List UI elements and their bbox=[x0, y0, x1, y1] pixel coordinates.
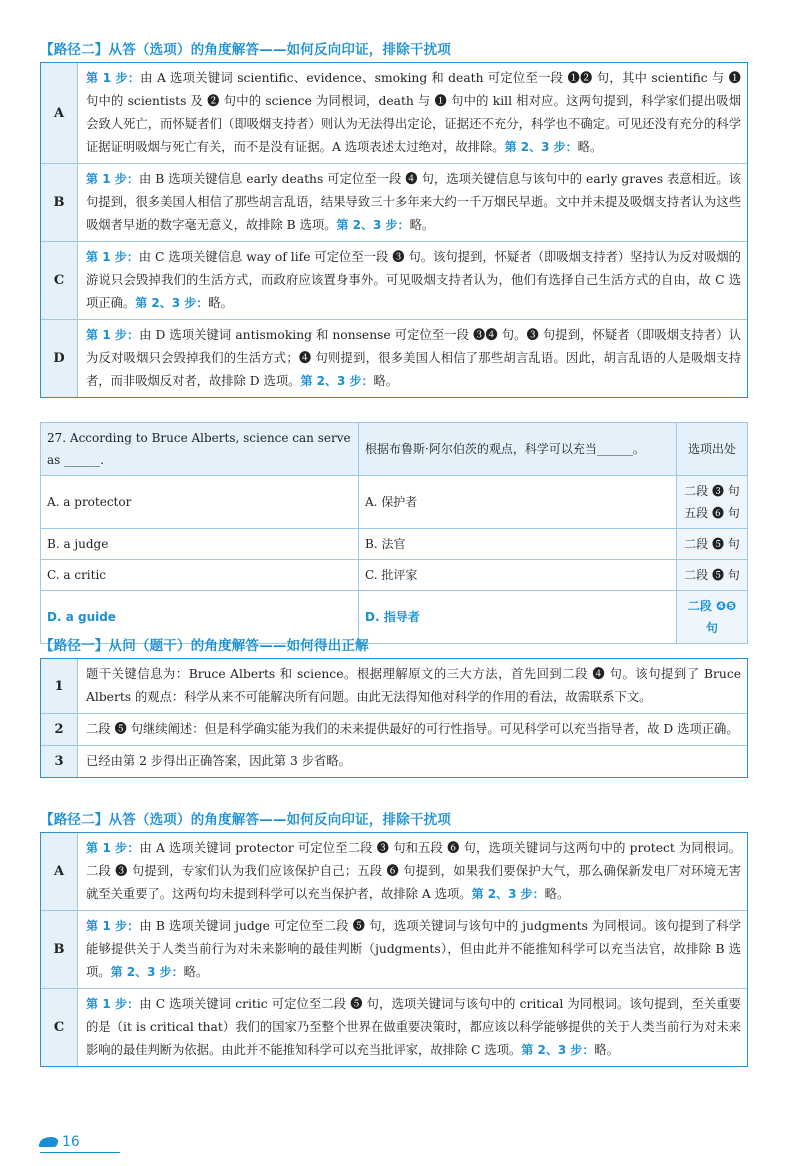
analysis-text: 二段 ❺ 句继续阐述：但是科学确实能为我们的未来提供最好的可行性指导。可见科学可以充当指导者，故 D 选项正确。 bbox=[86, 722, 739, 736]
option-row bbox=[41, 476, 748, 529]
option-row bbox=[41, 529, 748, 560]
row-text bbox=[78, 659, 747, 713]
analysis-row bbox=[41, 63, 747, 164]
step-label: 第 1 步： bbox=[86, 172, 139, 186]
analysis-row bbox=[41, 746, 747, 777]
analysis-row bbox=[41, 833, 747, 911]
section-title-path2: 【路径二】从答（选项）的角度解答——如何反向印证，排除干扰项 bbox=[40, 812, 451, 828]
analysis-text: 由 A 选项关键词 protector 可定位至二段 ❸ 句和五段 ❻ 句，选项关键词与这两句中的 protect 为同根词。二段 ❸ 句提到，专家们认为我们应该保护自己；五段 ❻ 句提到，如果我们要保护大气，那么确保新发电厂对环境无害就至关重要了。这两句均未提到科学可以充当保护者，故排除 A 选项。 bbox=[86, 841, 741, 901]
option-source: 二段 ❺ 句 bbox=[677, 529, 748, 560]
path1-analysis-box bbox=[40, 658, 748, 778]
analysis-text: 由 B 选项关键信息 early deaths 可定位至一段 ❹ 句，选项关键信息与该句中的 early graves 表意相近。该句提到，很多美国人相信了那些胡言乱语，结果导致三十多年来大约一千万烟民早逝。文中并未提及吸烟支持者认为这些吸烟者早逝的数字毫无意义，故排除 B 选项。 bbox=[86, 172, 741, 232]
option-source: 二段 ❺ 句 bbox=[677, 560, 748, 591]
row-text bbox=[78, 833, 747, 910]
option-source: 二段 ❹❺ 句 bbox=[677, 591, 748, 644]
option-source: 二段 ❸ 句 五段 ❻ 句 bbox=[677, 476, 748, 529]
analysis-row bbox=[41, 989, 747, 1066]
step-label: 第 1 步： bbox=[86, 328, 140, 342]
row-label: A bbox=[41, 63, 78, 163]
analysis-row bbox=[41, 164, 747, 242]
option-en: C. a critic bbox=[41, 560, 359, 591]
step-label: 第 2、3 步： bbox=[110, 965, 184, 979]
row-label: 3 bbox=[41, 746, 78, 777]
source-header: 选项出处 bbox=[677, 423, 748, 476]
row-text bbox=[78, 63, 747, 163]
option-cn: B. 法官 bbox=[359, 529, 677, 560]
row-text bbox=[78, 989, 747, 1066]
row-label: 2 bbox=[41, 714, 78, 745]
row-text bbox=[78, 242, 747, 319]
step-label: 第 2、3 步： bbox=[300, 374, 374, 388]
row-label: C bbox=[41, 989, 78, 1066]
option-en: A. a protector bbox=[41, 476, 359, 529]
row-text bbox=[78, 746, 747, 777]
analysis-text: 题干关键信息为：Bruce Alberts 和 science。根据理解原文的三大方法，首先回到二段 ❹ 句。该句提到了 Bruce Alberts 的观点：科学从来不可能解决所有问题。由此无法得知他对科学的作用的看法，故需联系下文。 bbox=[86, 667, 741, 704]
row-label: C bbox=[41, 242, 78, 319]
step-label: 第 1 步： bbox=[86, 250, 139, 264]
step-label: 第 2、3 步： bbox=[135, 296, 209, 310]
row-text bbox=[78, 320, 747, 397]
step-label: 第 1 步： bbox=[86, 997, 140, 1011]
analysis-text: 由 C 选项关键词 critic 可定位至二段 ❺ 句，选项关键词与该句中的 critical 为同根词。该句提到，至关重要的是（it is critical that）我们的国家乃至整个世界在做重要决策时，都应该以科学能够提供的关于人类当前行为对未来影响的最佳判断为依据。由此并不能推知科学可以充当批评家，故排除 C 选项。 bbox=[86, 997, 741, 1057]
analysis-text: 由 B 选项关键词 judge 可定位至二段 ❺ 句，选项关键词与该句中的 judgments 为同根词。该句提到了科学能够提供关于人类当前行为对未来影响的最佳判断（judgments），但由此并不能推知科学可以充当法官，故排除 B 选项。 bbox=[86, 919, 741, 979]
analysis-text: 略。 bbox=[409, 218, 435, 232]
analysis-text: 由 D 选项关键词 antismoking 和 nonsense 可定位至一段 ❸❹ 句。❸ 句提到，怀疑者（即吸烟支持者）认为反对吸烟只会毁掉我们的生活方式；❹ 句则提到，很多美国人相信了那些胡言乱语。因此，胡言乱语的人是吸烟支持者，而非吸烟反对者，故排除 D 选项。 bbox=[86, 328, 741, 388]
option-en: B. a judge bbox=[41, 529, 359, 560]
option-row bbox=[41, 560, 748, 591]
question-table bbox=[40, 422, 748, 644]
question-en: 27. According to Bruce Alberts, science can serve as ______. bbox=[41, 423, 359, 476]
section-title-path1: 【路径一】从问（题干）的角度解答——如何得出正解 bbox=[40, 638, 369, 654]
option-en: D. a guide bbox=[41, 591, 359, 644]
page-number-text: 16 bbox=[62, 1134, 80, 1150]
page-number bbox=[40, 1134, 80, 1150]
step-label: 第 1 步： bbox=[86, 71, 141, 85]
step-label: 第 2、3 步： bbox=[471, 887, 545, 901]
analysis-text: 略。 bbox=[577, 140, 603, 154]
step-label: 第 1 步： bbox=[86, 919, 140, 933]
row-label: B bbox=[41, 911, 78, 988]
row-text bbox=[78, 164, 747, 241]
step-label: 第 2、3 步： bbox=[336, 218, 410, 232]
path2-analysis-box bbox=[40, 832, 748, 1067]
question-header-row bbox=[41, 423, 748, 476]
option-analysis-box-27-prev bbox=[40, 62, 748, 398]
book-icon bbox=[38, 1137, 60, 1147]
row-text bbox=[78, 911, 747, 988]
option-cn: C. 批评家 bbox=[359, 560, 677, 591]
option-cn: D. 指导者 bbox=[359, 591, 677, 644]
step-label: 第 1 步： bbox=[86, 841, 140, 855]
analysis-row bbox=[41, 714, 747, 746]
question-cn: 根据布鲁斯·阿尔伯茨的观点，科学可以充当______。 bbox=[359, 423, 677, 476]
section-title-path2-top: 【路径二】从答（选项）的角度解答——如何反向印证，排除干扰项 bbox=[40, 42, 451, 58]
row-label: A bbox=[41, 833, 78, 910]
page-number-underline bbox=[40, 1152, 120, 1153]
row-label: D bbox=[41, 320, 78, 397]
analysis-text: 由 C 选项关键信息 way of life 可定位至一段 ❸ 句。该句提到，怀疑者（即吸烟支持者）坚持认为反对吸烟的游说只会毁掉我们的生活方式，而政府应该置身事外。可见吸烟支持者认为，他们有选择自己生活方式的自由，故 C 选项正确。 bbox=[86, 250, 741, 310]
analysis-row bbox=[41, 911, 747, 989]
row-label: B bbox=[41, 164, 78, 241]
analysis-text: 由 A 选项关键词 scientific、evidence、smoking 和 death 可定位至一段 ❶❷ 句，其中 scientific 与 ❶ 句中的 scientists 及 ❷ 句中的 science 为同根词，death 与 ❶ 句中的 kill 相对应。这两句提到，科学家们提出吸烟会致人死亡，而怀疑者们（即吸烟支持者）则认为无法得出定论，证据还不充分，科学也不确定。可见还没有充分的科学证据证明吸烟与死亡有关，而不是没有证据。A 选项表述太过绝对，故排除。 bbox=[86, 71, 741, 154]
analysis-text: 略。 bbox=[544, 887, 570, 901]
row-text bbox=[78, 714, 747, 745]
analysis-text: 略。 bbox=[208, 296, 233, 310]
analysis-text: 略。 bbox=[183, 965, 209, 979]
analysis-text: 略。 bbox=[594, 1043, 619, 1057]
analysis-row bbox=[41, 242, 747, 320]
analysis-row bbox=[41, 320, 747, 397]
option-cn: A. 保护者 bbox=[359, 476, 677, 529]
step-label: 第 2、3 步： bbox=[504, 140, 578, 154]
step-label: 第 2、3 步： bbox=[521, 1043, 595, 1057]
analysis-text: 已经由第 2 步得出正确答案，因此第 3 步省略。 bbox=[86, 754, 351, 768]
row-label: 1 bbox=[41, 659, 78, 713]
analysis-text: 略。 bbox=[373, 374, 399, 388]
analysis-row bbox=[41, 659, 747, 714]
